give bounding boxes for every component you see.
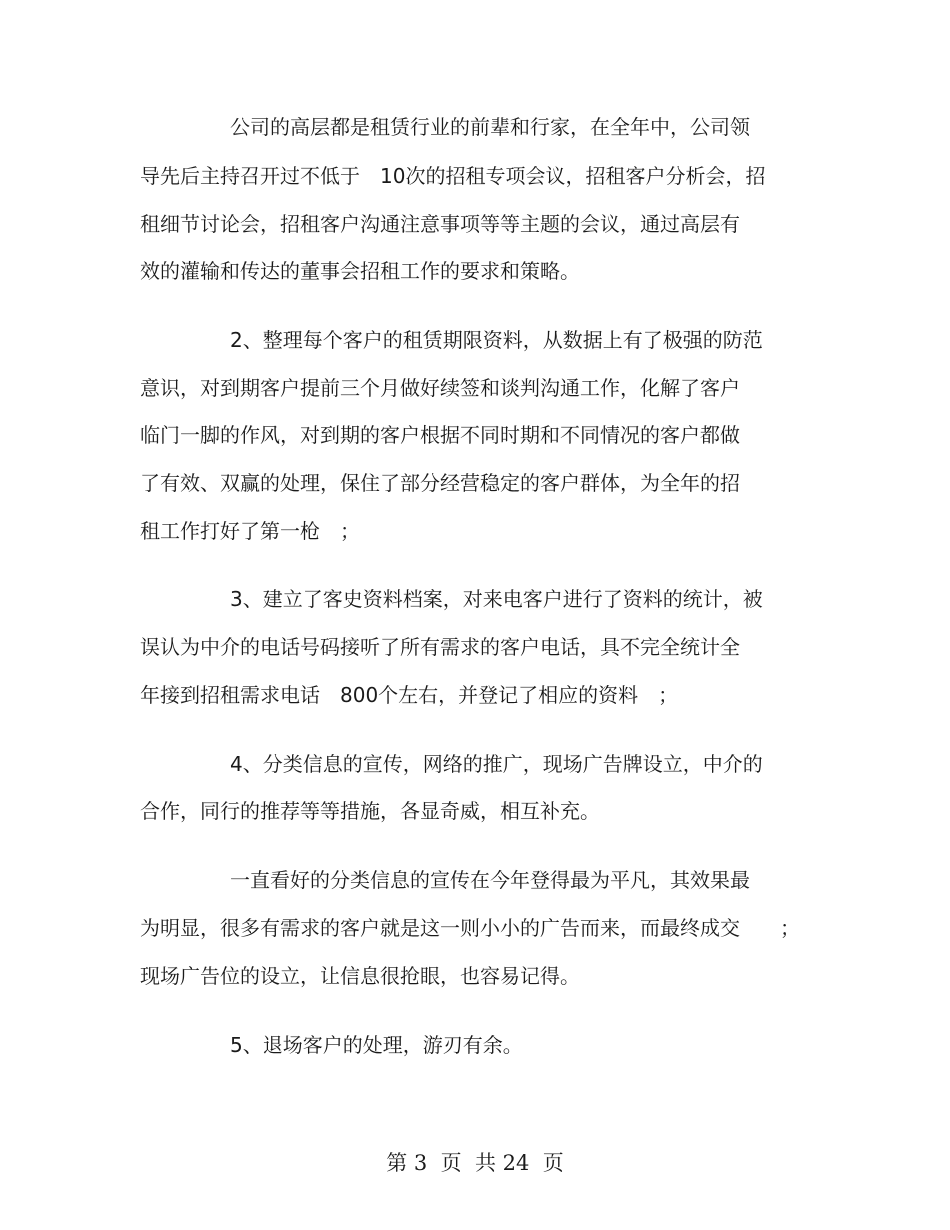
paragraph-line: 5、退场客户的处理，游刃有余。 bbox=[230, 1033, 523, 1057]
paragraph-line: 误认为中介的电话号码接听了所有需求的客户电话，具不完全统计全 bbox=[140, 635, 740, 659]
paragraph-line: 租细节讨论会，招租客户沟通注意事项等等主题的会议，通过高层有 bbox=[140, 212, 740, 236]
paragraph-line: 合作，同行的推荐等等措施，各显奇威，相互补充。 bbox=[140, 799, 600, 823]
paragraph-line: 租工作打好了第一枪 ； bbox=[140, 519, 360, 543]
paragraph-line: 年接到招租需求电话 800个左右，并登记了相应的资料 ； bbox=[140, 683, 679, 707]
paragraph-line: 公司的高层都是租赁行业的前辈和行家，在全年中，公司领 bbox=[230, 115, 750, 139]
paragraph-line: 现场广告位的设立，让信息很抢眼，也容易记得。 bbox=[140, 964, 580, 988]
paragraph-line: 效的灌输和传达的董事会招租工作的要求和策略。 bbox=[140, 259, 580, 283]
page-number-footer: 第 3 页 共 24 页 bbox=[386, 1151, 564, 1175]
paragraph-line: 意识，对到期客户提前三个月做好续签和谈判沟通工作，化解了客户 bbox=[140, 376, 740, 400]
paragraph-line: 临门一脚的作风，对到期的客户根据不同时期和不同情况的客户都做 bbox=[140, 423, 740, 447]
paragraph-line: 一直看好的分类信息的宣传在今年登得最为平凡，其效果最 bbox=[230, 868, 750, 892]
paragraph-line: 2、整理每个客户的租赁期限资料，从数据上有了极强的防范 bbox=[230, 328, 763, 352]
paragraph-line: 为明显，很多有需求的客户就是这一则小小的广告而来，而最终成交 ； bbox=[140, 916, 800, 940]
paragraph-line: 了有效、双赢的处理，保住了部分经营稳定的客户群体，为全年的招 bbox=[140, 471, 740, 495]
paragraph-line: 4、分类信息的宣传，网络的推广，现场广告牌设立，中介的 bbox=[230, 752, 763, 776]
paragraph-line: 3、建立了客史资料档案，对来电客户进行了资料的统计，被 bbox=[230, 587, 763, 611]
paragraph-line: 导先后主持召开过不低于 10次的招租专项会议，招租客户分析会，招 bbox=[140, 164, 766, 188]
